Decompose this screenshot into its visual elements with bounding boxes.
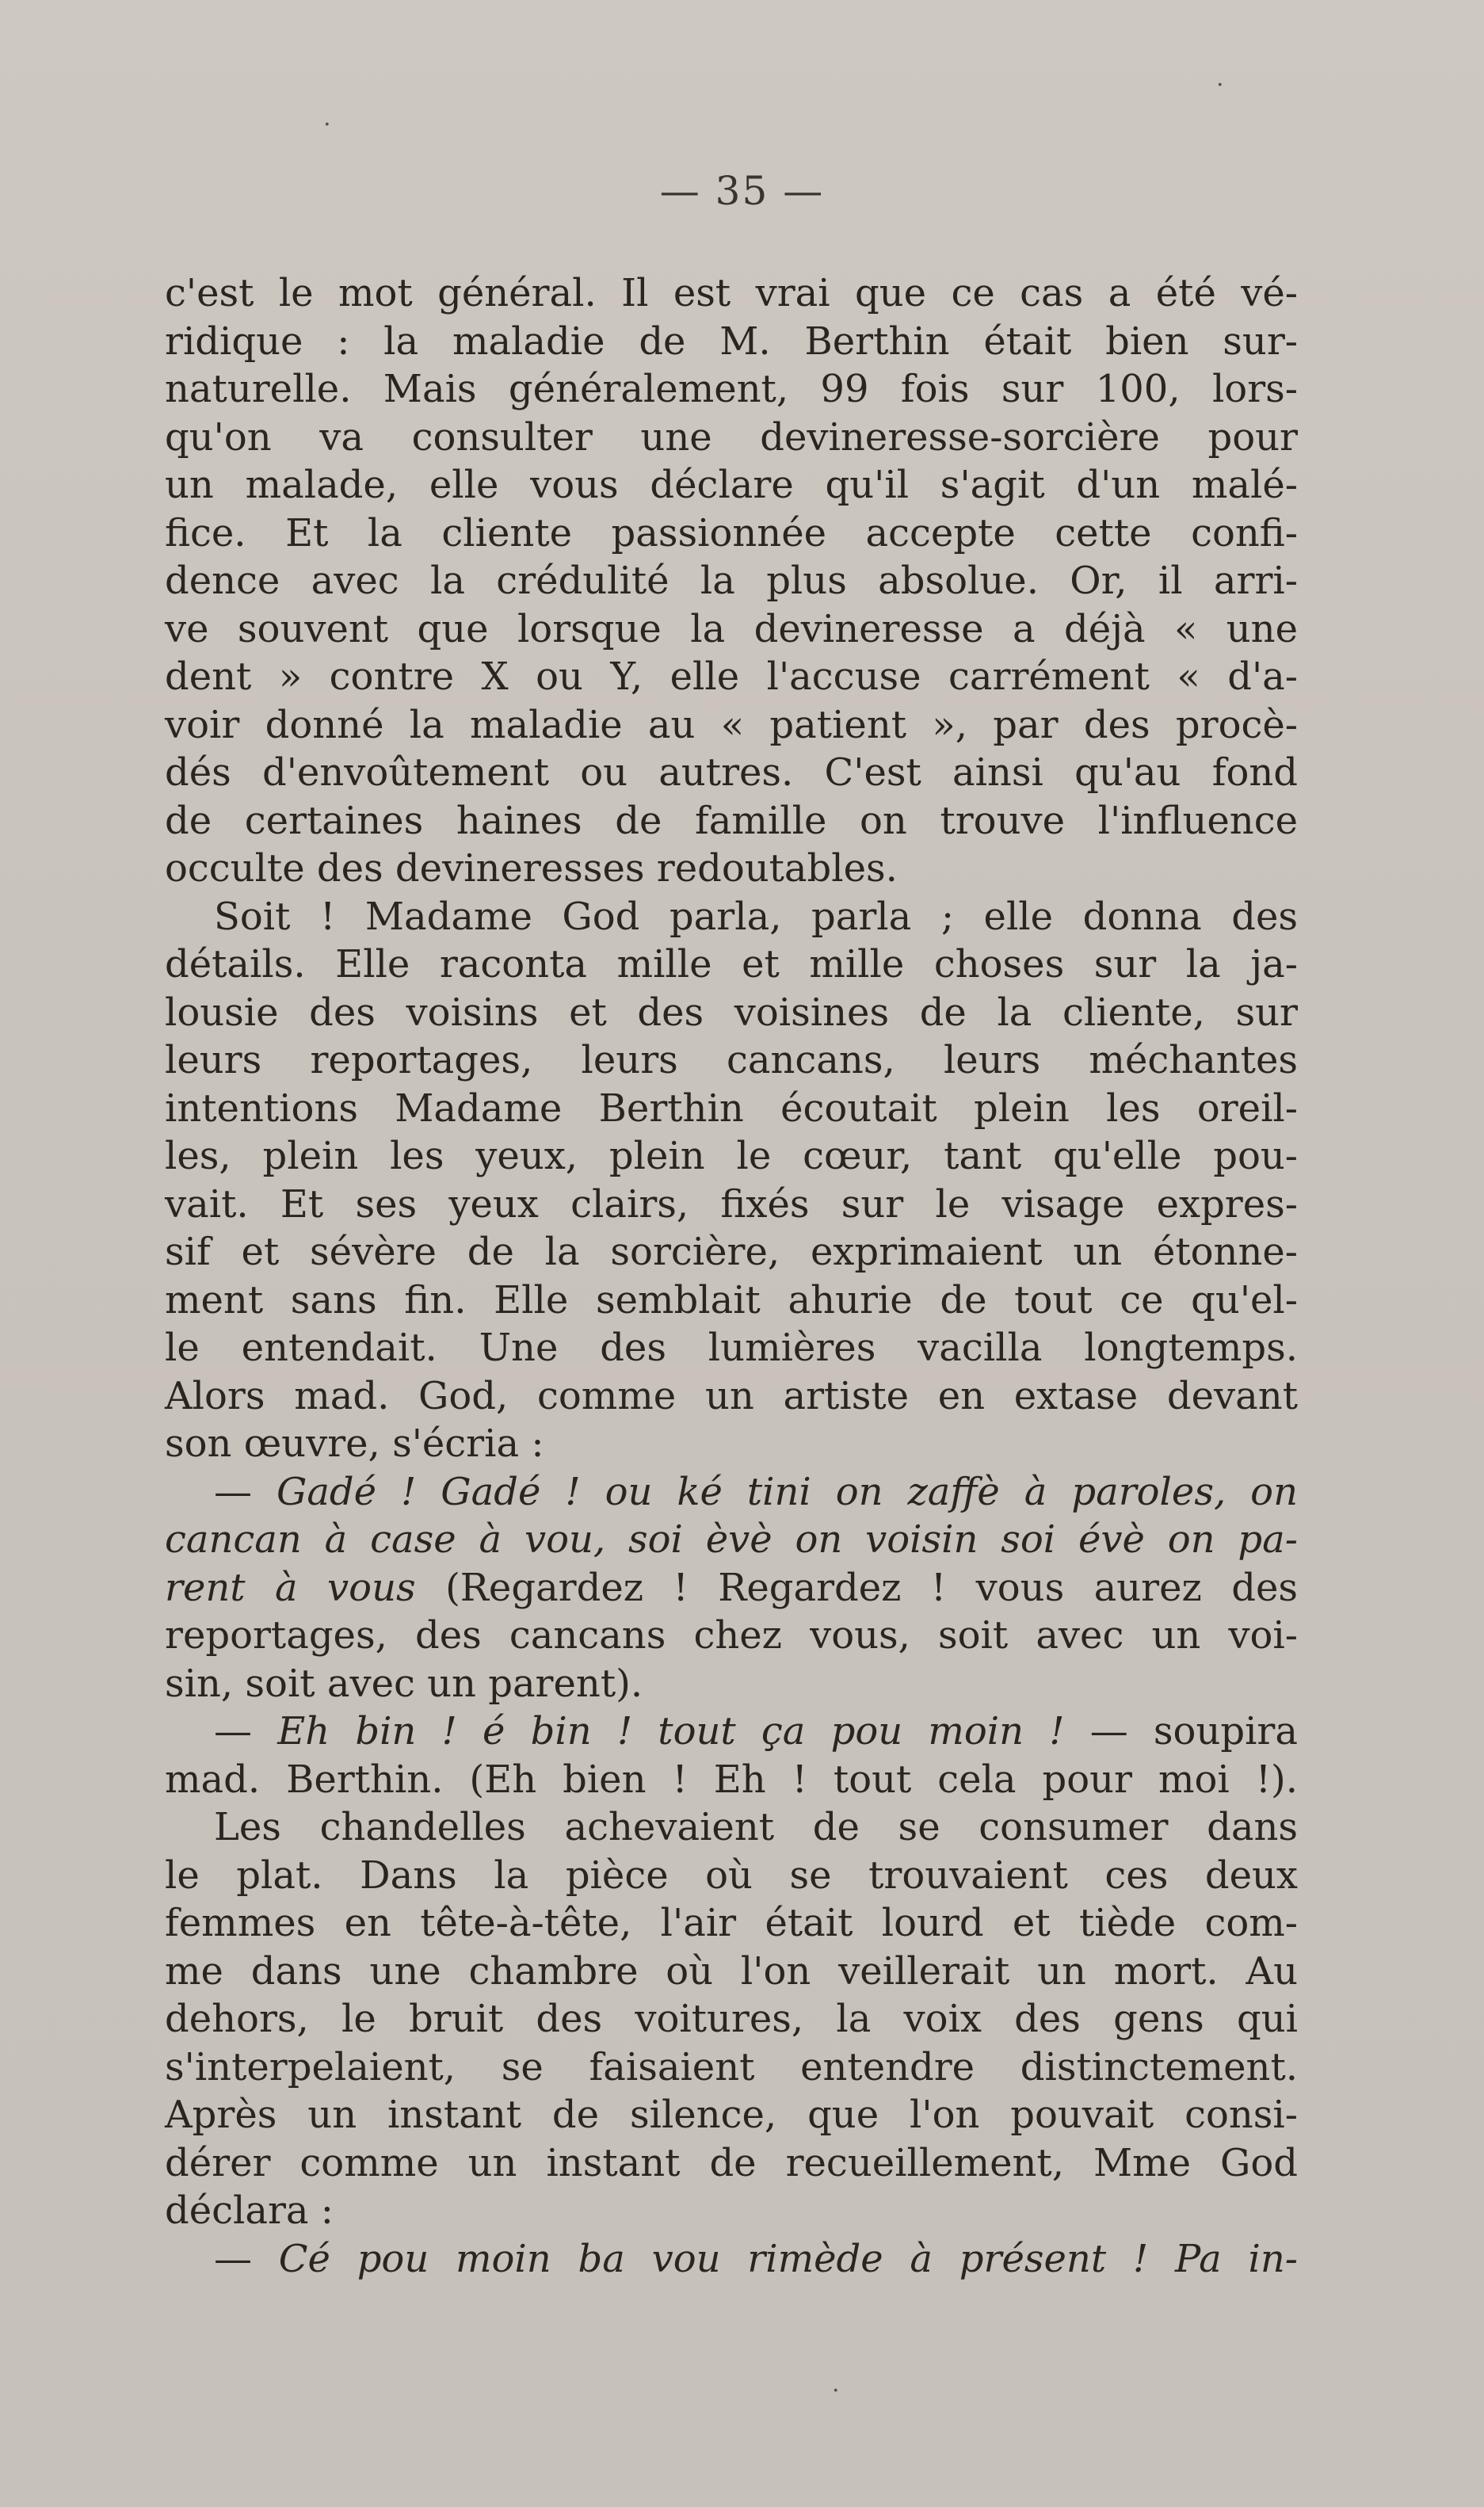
text-line: Alors mad. God, comme un artiste en extase devant	[165, 1373, 1298, 1418]
text-line: lousie des voisins et des voisines de la cliente, sur	[165, 990, 1298, 1035]
text-line: mad. Berthin. (Eh bien ! Eh ! tout cela pour moi !).	[165, 1757, 1298, 1802]
text-line: leurs reportages, leurs cancans, leurs méchantes	[165, 1038, 1298, 1082]
text-line-dialogue: — Cé pou moin ba vou rimède à présent ! Pa in-	[214, 2236, 1298, 2281]
text-line-dialogue: rent à vous (Regardez ! Regardez ! vous aurez des	[165, 1565, 1299, 1610]
text-line: naturelle. Mais généralement, 99 fois sur 100, lors-	[165, 367, 1298, 411]
text-line: occulte des devineresses redoutables.	[165, 846, 898, 891]
text-line: qu'on va consulter une devineresse-sorcière pour	[165, 414, 1298, 460]
creole-italic: cancan à case à vou, soi èvè on voisin soi évè on pa-	[165, 1517, 1298, 1562]
text-line: me dans une chambre où l'on veillerait un mort. Au	[165, 1948, 1298, 1994]
text-line: ve souvent que lorsque la devineresse a déjà « une	[165, 606, 1298, 651]
text-line: reportages, des cancans chez vous, soit avec un voi-	[165, 1613, 1298, 1658]
paper-speck: ·	[1216, 71, 1224, 99]
body-text	[165, 269, 1298, 2283]
creole-italic: rent à vous	[165, 1565, 416, 1610]
text-line: le entendait. Une des lumières vacilla longtemps.	[165, 1326, 1298, 1370]
text-line: voir donné la maladie au « patient », par des procè-	[165, 702, 1298, 747]
text-line: intentions Madame Berthin écoutait plein les oreil-	[165, 1086, 1298, 1131]
text-line: dés d'envoûtement ou autres. C'est ainsi qu'au fond	[165, 750, 1298, 795]
text-line: ridique : la maladie de M. Berthin était bien sur-	[165, 319, 1298, 364]
text-line-dialogue: — Gadé ! Gadé ! ou ké tini on zaffè à paroles, on	[214, 1469, 1298, 1514]
text-line: dence avec la crédulité la plus absolue. Or, il arri-	[165, 559, 1298, 603]
text-line: s'interpelaient, se faisaient entendre distinctement.	[165, 2044, 1298, 2089]
paper-speck: ·	[832, 2377, 840, 2405]
text-line: dent » contre X ou Y, elle l'accuse carrément « d'a-	[165, 654, 1298, 699]
page-number: — 35 —	[659, 168, 825, 214]
creole-italic: Cé pou moin ba vou rimède à présent ! Pa in-	[278, 2236, 1298, 2281]
paper-speck: ·	[323, 111, 331, 139]
text-line: dehors, le bruit des voitures, la voix des gens qui	[165, 1997, 1298, 2041]
text-line: dérer comme un instant de recueillement, Mme God	[165, 2140, 1298, 2185]
text-line: un malade, elle vous déclare qu'il s'agit d'un malé-	[165, 463, 1298, 507]
text-line: fice. Et la cliente passionnée accepte cette confi-	[165, 510, 1298, 555]
text-line: Soit ! Madame God parla, parla ; elle donna des	[214, 894, 1298, 939]
text-line: Après un instant de silence, que l'on pouvait consi-	[165, 2093, 1298, 2137]
text-line: déclara :	[165, 2188, 334, 2233]
text-line: détails. Elle raconta mille et mille choses sur la ja-	[165, 942, 1298, 986]
text-line-dialogue: — Eh bin ! é bin ! tout ça pou moin ! — soupira	[214, 1709, 1298, 1753]
text-line: sin, soit avec un parent).	[165, 1661, 643, 1706]
creole-italic: Gadé ! Gadé ! ou ké tini on zaffè à paroles, on	[276, 1469, 1298, 1514]
text-line: femmes en tête-à-tête, l'air était lourd et tiède com-	[165, 1901, 1298, 1945]
text-line: Les chandelles achevaient de se consumer dans	[214, 1805, 1298, 1849]
text-line: vait. Et ses yeux clairs, fixés sur le visage expres-	[165, 1181, 1298, 1227]
text-line: les, plein les yeux, plein le cœur, tant qu'elle pou-	[165, 1134, 1298, 1178]
creole-italic: Eh bin ! é bin ! tout ça pou moin !	[277, 1709, 1065, 1753]
text-line: c'est le mot général. Il est vrai que ce cas a été vé-	[165, 271, 1298, 315]
text-line: ment sans fin. Elle semblait ahurie de tout ce qu'el-	[165, 1277, 1298, 1322]
text-line: le plat. Dans la pièce où se trouvaient ces deux	[165, 1853, 1298, 1898]
text-line: sif et sévère de la sorcière, exprimaient un étonne-	[165, 1230, 1298, 1274]
text-line-dialogue	[165, 1516, 1298, 1564]
text-line: son œuvre, s'écria :	[165, 1421, 544, 1466]
text-line: de certaines haines de famille on trouve l'influence	[165, 798, 1298, 843]
